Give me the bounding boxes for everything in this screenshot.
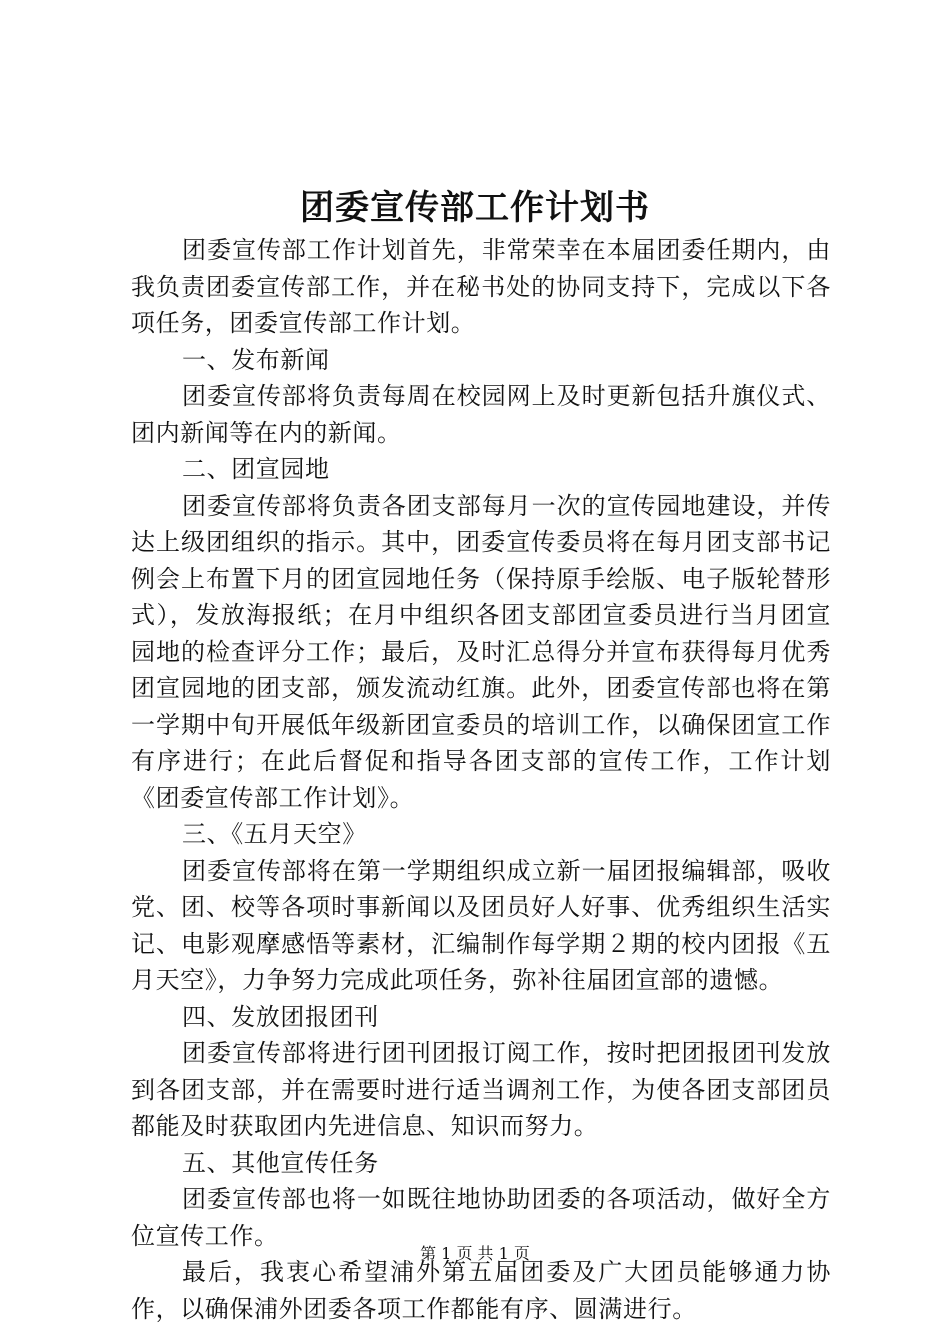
section-heading-other: 五、其他宣传任务 <box>182 1148 379 1177</box>
news-paragraph: 团委宣传部将负责每周在校园网上及时更新包括升旗仪式、团内新闻等在内的新闻。 <box>131 382 831 447</box>
section-heading-newspaper: 三、《五月天空》 <box>182 820 367 848</box>
closing-paragraph: 最后，我衷心希望浦外第五届团委及广大团员能够通力协作，以确保浦外团委各项工作都能有序、圆满进行。 <box>131 1258 831 1323</box>
distribution-paragraph: 团委宣传部将进行团刊团报订阅工作，按时把团报团刊发放到各团支部，并在需要时进行适当调剂工作，为使各团支部团员都能及时获取团内先进信息、知识而努力。 <box>131 1039 831 1140</box>
section-heading-distribution: 四、发放团报团刊 <box>182 1002 379 1031</box>
page-footer: 第 1 页 共 1 页 <box>420 1244 530 1263</box>
section-heading-news: 一、发布新闻 <box>182 345 330 374</box>
newspaper-paragraph: 团委宣传部将在第一学期组织成立新一届团报编辑部，吸收党、团、校等各项时事新闻以及团员好人好事、优秀组织生活实记、电影观摩感悟等素材，汇编制作每学期２期的校内团报《五月天空》，力争努力完成此项任务，弥补往届团宣部的遗憾。 <box>131 856 831 994</box>
intro-paragraph: 团委宣传部工作计划首先，非常荣幸在本届团委任期内，由我负责团委宣传部工作，并在秘书处的协同支持下，完成以下各项任务，团委宣传部工作计划。 <box>131 236 831 337</box>
board-paragraph: 团委宣传部将负责各团支部每月一次的宣传园地建设，并传达上级团组织的指示。其中，团委宣传委员将在每月团支部书记例会上布置下月的团宣园地任务（保持原手绘版、电子版轮替形式），发放海报纸；在月中组织各团支部团宣委员进行当月团宣园地的检查评分工作；最后，及时汇总得分并宣布获得每月优秀团宣园地的团支部，颁发流动红旗。此外，团委宣传部也将在第一学期中旬开展低年级新团宣委员的培训工作，以确保团宣工作有序进行；在此后督促和指导各团支部的宣传工作，工作计划《团委宣传部工作计划》。 <box>131 491 831 812</box>
other-paragraph: 团委宣传部也将一如既往地协助团委的各项活动，做好全方位宣传工作。 <box>131 1185 831 1250</box>
document-body <box>131 232 831 1327</box>
document-title: 团委宣传部工作计划书 <box>300 188 650 228</box>
section-heading-board: 二、团宣园地 <box>182 455 330 483</box>
